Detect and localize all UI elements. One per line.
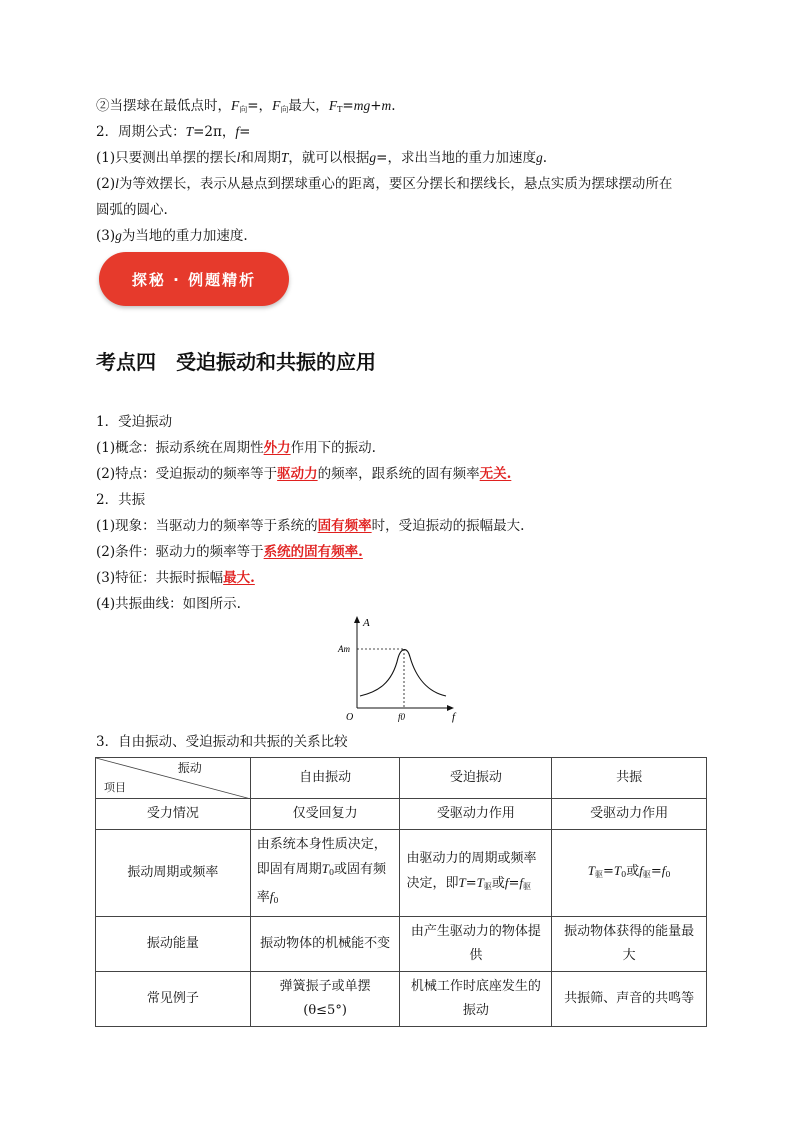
- resonance-title: 2．共振: [96, 492, 146, 508]
- pendulum-lowest-point-line: ②当摆球在最低点时，$F_向=$，$F_向$最大，$F_T=mg+m$.: [96, 98, 396, 114]
- table-row: 振动能量 振动物体的机械能不变 由产生驱动力的物体提供 振动物体获得的能量最大: [96, 917, 707, 972]
- effective-length-line-cont: 圆弧的圆心.: [96, 202, 168, 218]
- forced-vibration-feature: (2)特点：受迫振动的频率等于驱动力的频率，跟系统的固有频率无关.: [96, 466, 512, 482]
- comparison-title: 3．自由振动、受迫振动和共振的关系比较: [96, 734, 348, 750]
- f0-label: f0: [398, 712, 406, 722]
- example-analysis-badge: 探秘 · 例题精析: [99, 252, 289, 306]
- forced-vibration-concept: (1)概念：振动系统在周期性外力作用下的振动.: [96, 440, 376, 456]
- resonance-curve-chart: [332, 612, 472, 724]
- table-row: 常见例子 弹簧振子或单摆 (θ≤5°) 机械工作时底座发生的振动 共振筛、声音的共鸣等: [96, 972, 707, 1027]
- period-formula-line: 2．周期公式：T=2π，f=: [96, 124, 251, 140]
- table-corner-cell: 振动 项目: [96, 758, 251, 799]
- resonance-curve: [360, 650, 446, 696]
- y-axis-arrow: [354, 616, 360, 623]
- effective-length-line: (2)l为等效摆长，表示从悬点到摆球重心的距离，要区分摆长和摆线长，悬点实质为摆球摆动所在: [96, 176, 673, 192]
- am-label: Am: [338, 644, 350, 654]
- table-row: 振动周期或频率 由系统本身性质决定，即固有周期$T_0$或固有频率$f_0$ 由驱动力的周期或频率决定，即$T=T_驱$或$f=f_驱$ $T_驱=T_0$或$f_驱=f_0$: [96, 830, 707, 917]
- resonance-feature: (3)特征：共振时振幅最大.: [96, 570, 255, 586]
- header-resonance: 共振: [552, 758, 707, 799]
- resonance-phenomenon: (1)现象：当驱动力的频率等于系统的固有频率时，受迫振动的振幅最大.: [96, 518, 525, 534]
- table-row: 受力情况 仅受回复力 受驱动力作用 受驱动力作用: [96, 799, 707, 830]
- x-axis-label: f: [452, 711, 456, 723]
- header-forced-vibration: 受迫振动: [400, 758, 552, 799]
- section-heading: 考点四 受迫振动和共振的应用: [96, 350, 376, 374]
- gravity-acceleration-line: (3)g为当地的重力加速度.: [96, 228, 248, 244]
- resonance-curve-caption: (4)共振曲线：如图所示.: [96, 596, 241, 612]
- forced-vibration-title: 1．受迫振动: [96, 414, 173, 430]
- origin-label: O: [346, 712, 354, 723]
- measure-g-line: (1)只要测出单摆的摆长l和周期T，就可以根据g=，求出当地的重力加速度g.: [96, 150, 548, 166]
- header-free-vibration: 自由振动: [250, 758, 400, 799]
- y-axis-label: A: [363, 617, 370, 629]
- table-header-row: [96, 758, 707, 799]
- comparison-table: [95, 757, 707, 1027]
- resonance-condition: (2)条件：驱动力的频率等于系统的固有频率.: [96, 544, 363, 560]
